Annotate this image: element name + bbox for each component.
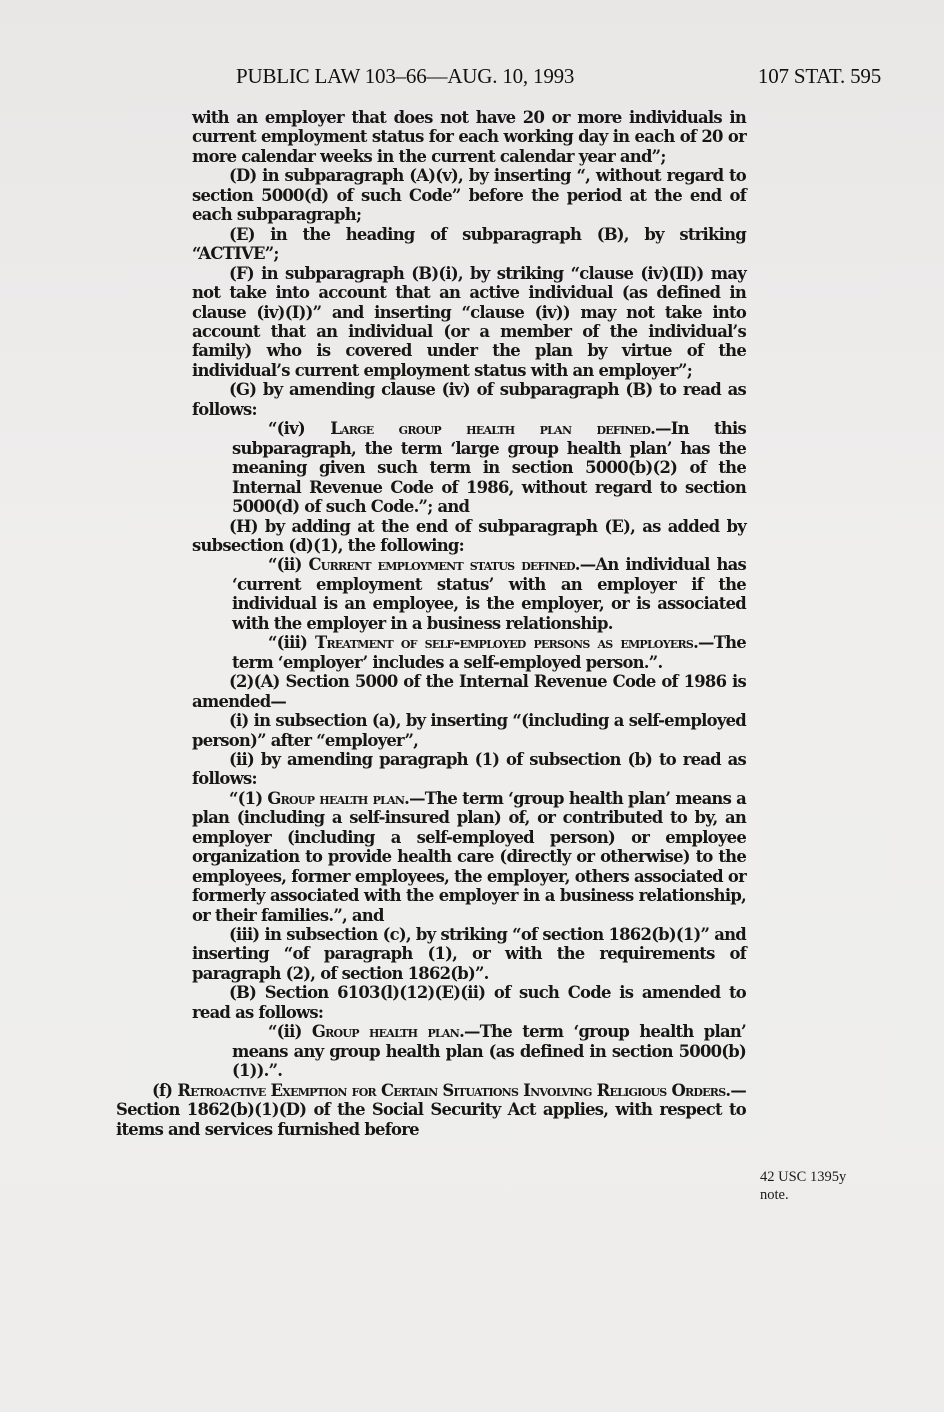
paragraph — [116, 1022, 746, 1080]
paragraph-text: (2)(A) Section 5000 of the Internal Revenue Code of 1986 is amended— — [192, 672, 746, 711]
paragraph — [116, 225, 746, 264]
paragraph-text: “(ii) — [268, 1022, 312, 1042]
paragraph-heading: Group health plan. — [267, 788, 410, 808]
paragraph-heading: Treatment of self-employed persons as employers. — [315, 633, 699, 653]
paragraph — [116, 633, 746, 672]
paragraph-text: “(iii) — [268, 633, 316, 653]
paragraph-text: —The term ‘group health plan’ means any group health plan (as defined in section 5000(b)(1)).”. — [232, 1022, 746, 1081]
paragraph-text: (f) — [152, 1080, 178, 1100]
paragraph-text: (iii) in subsection (c), by striking “of section 1862(b)(1)” and inserting “of paragraph (1), or with the requirements of paragraph (2), of section 1862(b)”. — [192, 925, 746, 983]
paragraph-text: (G) by amending clause (iv) of subparagraph (B) to read as follows: — [192, 380, 746, 419]
statute-text — [116, 108, 746, 1139]
paragraph-text: (D) in subparagraph (A)(v), by inserting “, without regard to section 5000(d) of such Code” before the period at the end of each subparagraph; — [192, 166, 746, 225]
paragraph-heading: Group health plan. — [311, 1022, 465, 1042]
paragraph — [116, 108, 746, 166]
header-stat-page: 107 STAT. 595 — [757, 64, 881, 88]
paragraph-text: —In this subparagraph, the term ‘large group health plan’ has the meaning given such term in section 5000(b)(2) of the Internal Revenue Code of 1986, without regard to section 5000(d) of such Code.”; and — [232, 419, 746, 517]
paragraph-text: —The term ‘employer’ includes a self-employed person.”. — [232, 633, 746, 672]
paragraph — [116, 380, 746, 419]
paragraph — [116, 672, 746, 711]
margin-note-line-2: note. — [760, 1187, 789, 1203]
paragraph-text: “(ii) — [268, 555, 309, 575]
paragraph-text: “(iv) — [268, 419, 331, 439]
paragraph-text: (F) in subparagraph (B)(i), by striking “clause (iv)(II)) may not take into account that an active individual (as defined in clause (iv)(I))” and inserting “clause (iv)) may not take into account that an individual (or a member of the individual’s family) who is covered under the plan by virtue of the individual’s current employment status with an employer”; — [192, 263, 746, 380]
paragraph-text: (E) in the heading of subparagraph (B), by striking “ACTIVE”; — [192, 224, 746, 264]
paragraph — [116, 555, 746, 633]
paragraph-text: —The term ‘group health plan’ means a plan (including a self-insured plan) of, or contributed to by, an employer (including a self-employed person) or employee organization to provide health care (directly or otherwise) to the employees, former employees, the employer, others associated or formerly associated with the employer in a business relationship, or their families.”, and — [192, 788, 747, 925]
margin-note-line-1: 42 USC 1395y — [760, 1169, 847, 1185]
paragraph — [116, 264, 746, 381]
paragraph-heading: Current employment status defined. — [308, 555, 580, 575]
paragraph-heading: Large group health plan defined. — [330, 419, 656, 439]
paragraph-text: —An individual has ‘current employment status’ with an employer if the individual is an employee, is the employer, or is associated with the employer in a business relationship. — [232, 555, 746, 633]
margin-citation-note — [760, 1168, 846, 1204]
paragraph-text: (ii) by amending paragraph (1) of subsection (b) to read as follows: — [192, 749, 746, 789]
paragraph-text: (i) in subsection (a), by inserting “(including a self-employed person)” after “employer”, — [192, 711, 746, 750]
paragraph-text: “(1) — [229, 788, 268, 808]
paragraph — [116, 983, 746, 1022]
paragraph-text: (H) by adding at the end of subparagraph (E), as added by subsection (d)(1), the following: — [192, 516, 746, 555]
paragraph — [116, 166, 746, 224]
paragraph — [116, 517, 746, 556]
paragraph-heading: Retroactive Exemption for Certain Situations Involving Religious Orders. — [177, 1080, 731, 1100]
paragraph — [116, 789, 746, 925]
header-public-law: PUBLIC LAW 103–66—AUG. 10, 1993 — [236, 64, 575, 88]
paragraph — [116, 750, 746, 789]
paragraph — [116, 419, 746, 516]
paragraph-text: (B) Section 6103(l)(12)(E)(ii) of such Code is amended to read as follows: — [192, 983, 746, 1022]
paragraph — [116, 1081, 746, 1139]
paragraph-text: —Section 1862(b)(1)(D) of the Social Security Act applies, with respect to items and services furnished before — [116, 1080, 746, 1139]
paragraph — [116, 711, 746, 750]
paragraph — [116, 925, 746, 983]
paragraph-text: with an employer that does not have 20 or more individuals in current employment status for each working day in each of 20 or more calendar weeks in the current calendar year and”; — [192, 108, 746, 166]
